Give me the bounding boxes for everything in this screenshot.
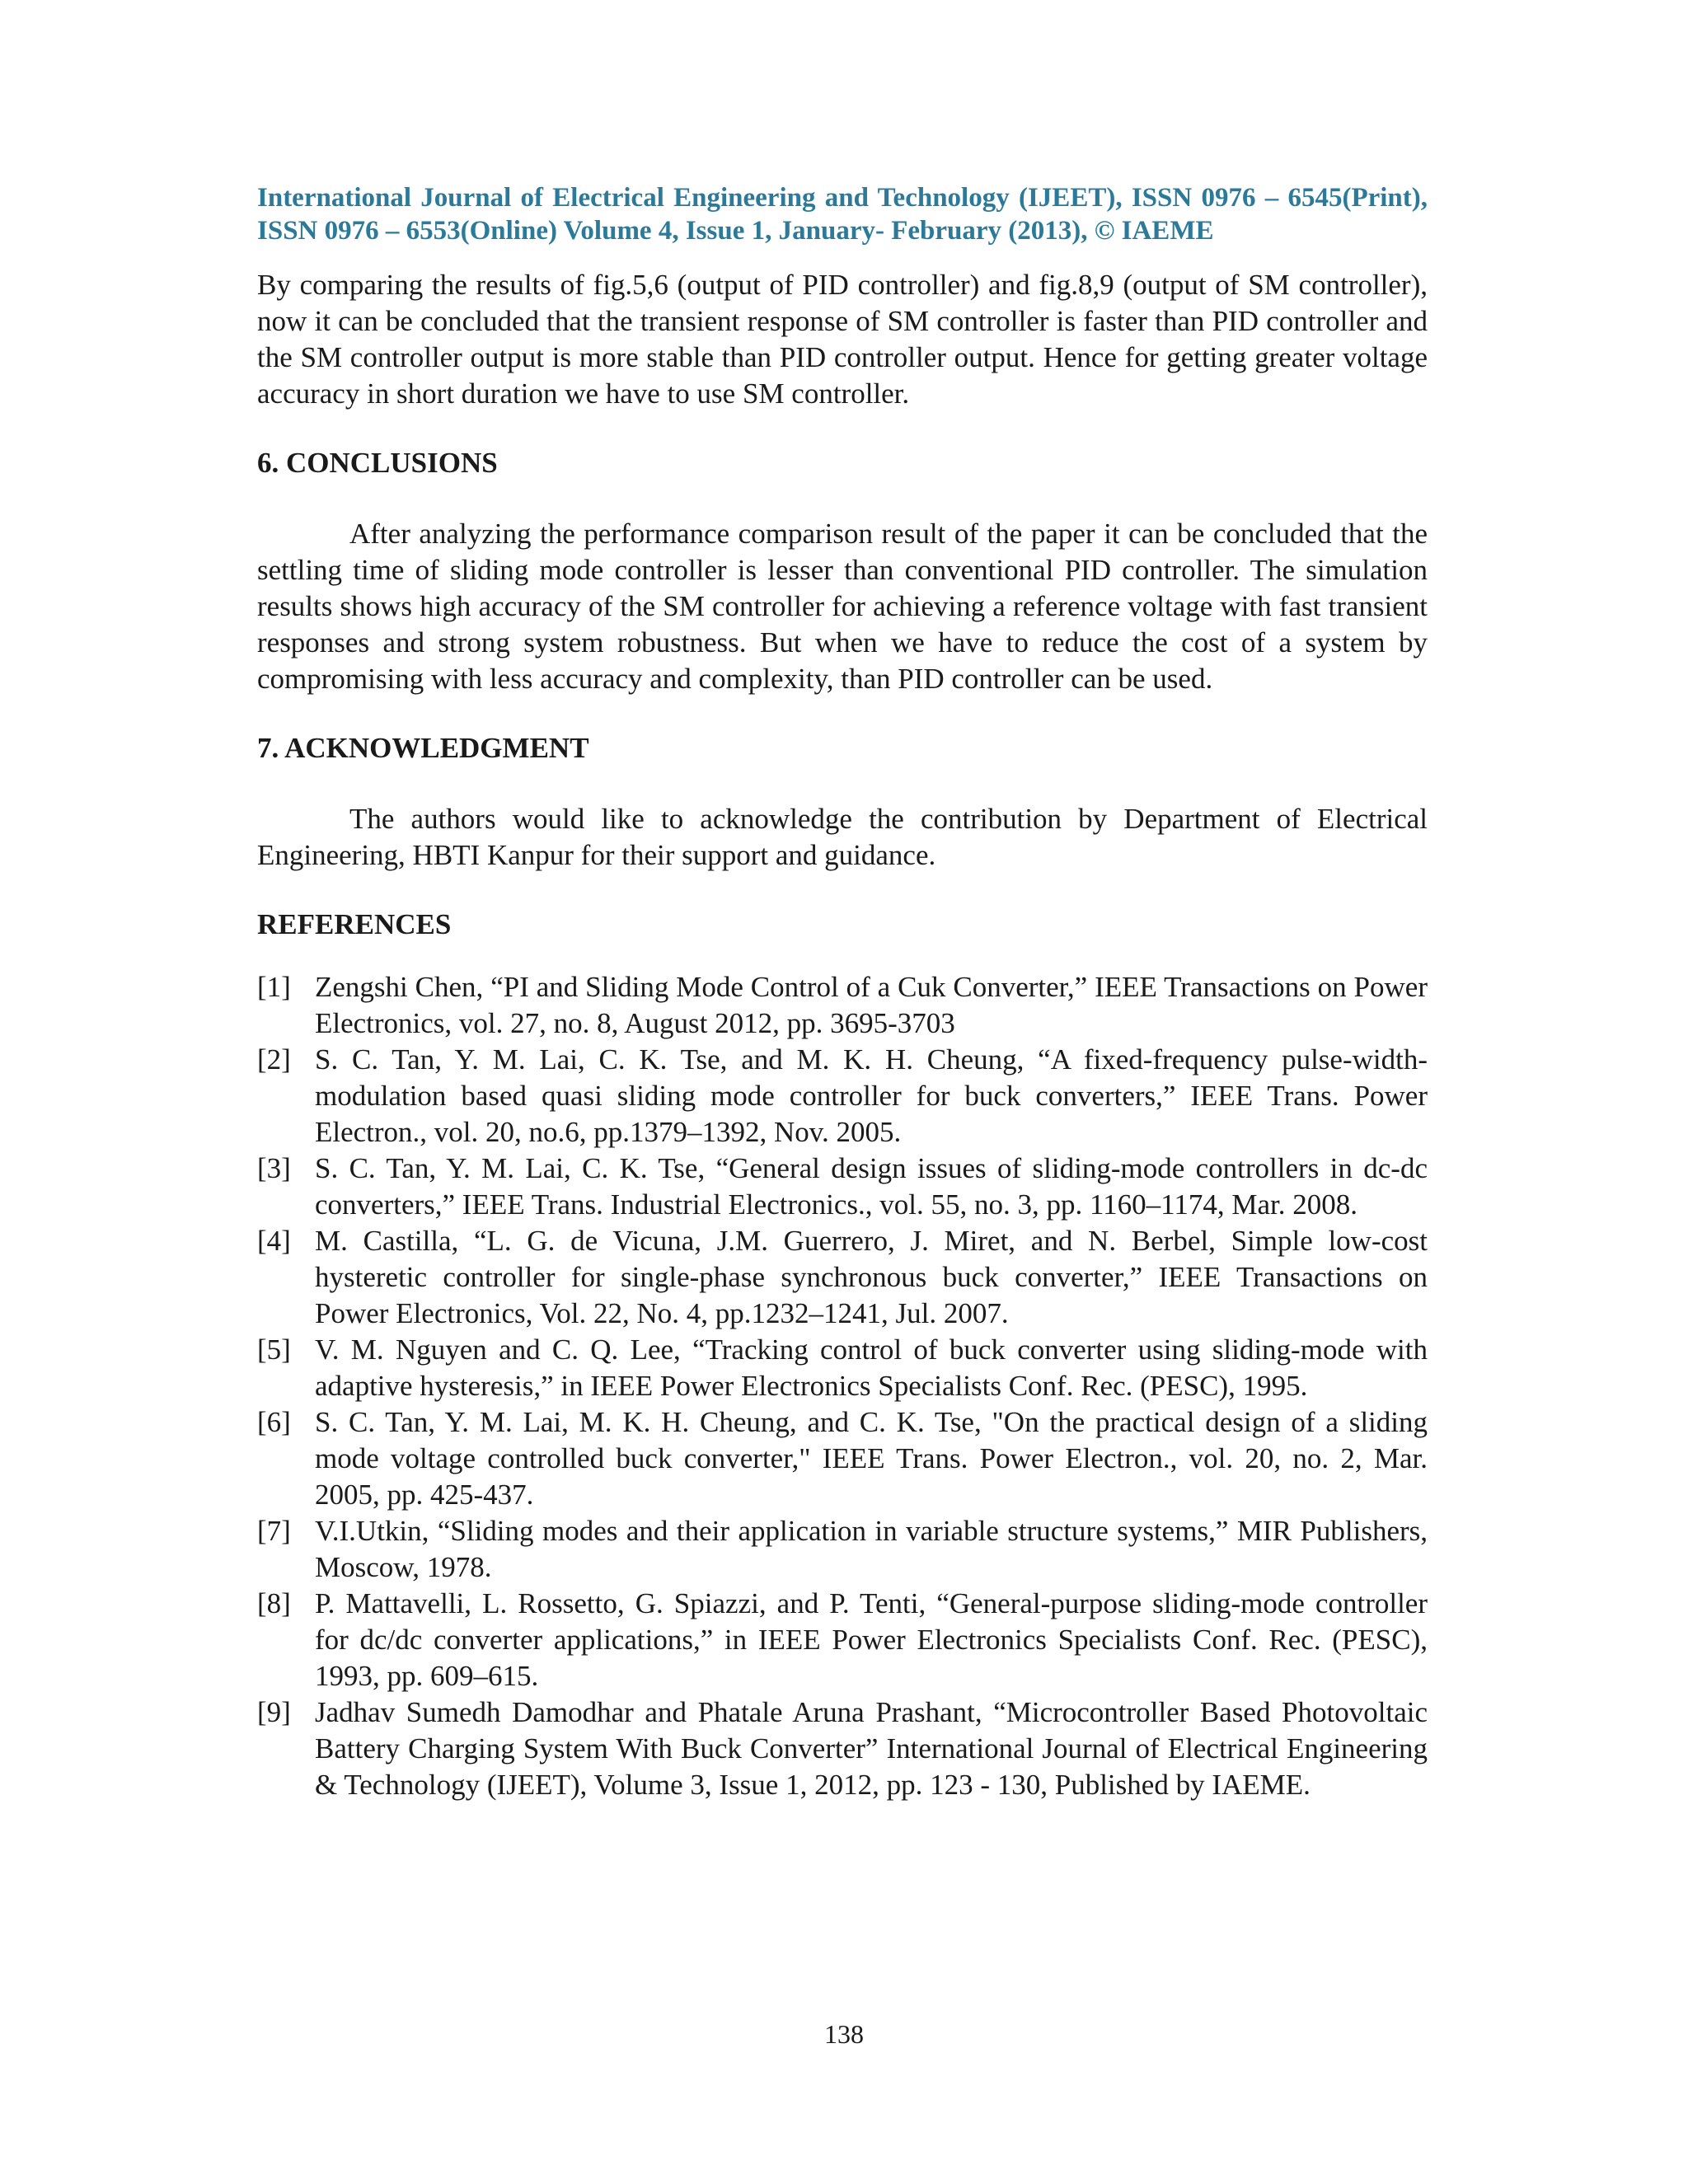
reference-number: [6] bbox=[257, 1406, 291, 1438]
reference-text: Zengshi Chen, “PI and Sliding Mode Control of a Cuk Converter,” IEEE Transactions on Power Electronics, vol. 27, no. 8, August 2012, pp. 3695-3703 bbox=[315, 971, 1428, 1039]
reference-text: V. M. Nguyen and C. Q. Lee, “Tracking control of buck converter using sliding-mode with adaptive hysteresis,” in IEEE Power Electronics Specialists Conf. Rec. (PESC), 1995. bbox=[315, 1333, 1428, 1402]
reference-text: S. C. Tan, Y. M. Lai, C. K. Tse, and M. K. H. Cheung, “A fixed-frequency pulse-width-modulation based quasi sliding mode controller for buck converters,” IEEE Trans. Power Electron., vol. 20, no.6, pp.1379–1392, Nov. 2005. bbox=[315, 1043, 1428, 1148]
reference-text: M. Castilla, “L. G. de Vicuna, J.M. Guerrero, J. Miret, and N. Berbel, Simple low-cost hysteretic controller for single-phase synchronous buck converter,” IEEE Transactions on Power Electronics, Vol. 22, No. 4, pp.1232–1241, Jul. 2007. bbox=[315, 1225, 1428, 1329]
reference-text: S. C. Tan, Y. M. Lai, M. K. H. Cheung, and C. K. Tse, "On the practical design of a sliding mode voltage controlled buck converter," IEEE Trans. Power Electron., vol. 20, no. 2, Mar. 2005, pp. 425-437. bbox=[315, 1406, 1428, 1511]
reference-item-1 bbox=[257, 969, 1428, 1042]
reference-number: [1] bbox=[257, 971, 291, 1003]
reference-list bbox=[257, 969, 1428, 1803]
reference-item-5 bbox=[257, 1332, 1428, 1404]
reference-item-4 bbox=[257, 1223, 1428, 1332]
acknowledgment-paragraph: The authors would like to acknowledge the contribution by Department of Electrical Engineering, HBTI Kanpur for their support and guidance. bbox=[257, 803, 1428, 871]
reference-text: S. C. Tan, Y. M. Lai, C. K. Tse, “General design issues of sliding-mode controllers in dc-dc converters,” IEEE Trans. Industrial Electronics., vol. 55, no. 3, pp. 1160–1174, Mar. 2008. bbox=[315, 1152, 1428, 1221]
conclusions-heading: 6. CONCLUSIONS bbox=[257, 447, 498, 479]
reference-item-3 bbox=[257, 1151, 1428, 1223]
reference-item-9 bbox=[257, 1694, 1428, 1803]
reference-text: V.I.Utkin, “Sliding modes and their application in variable structure systems,” MIR Publishers, Moscow, 1978. bbox=[315, 1515, 1428, 1583]
paper-page bbox=[257, 181, 1428, 1803]
conclusions-paragraph: After analyzing the performance comparison result of the paper it can be concluded that the settling time of sliding mode controller is lesser than conventional PID controller. The simulation results shows high accuracy of the SM controller for achieving a reference voltage with fast transient responses and strong system robustness. But when we have to reduce the cost of a system by compromising with less accuracy and complexity, than PID controller can be used. bbox=[257, 518, 1428, 695]
reference-number: [2] bbox=[257, 1043, 291, 1076]
reference-number: [4] bbox=[257, 1225, 291, 1257]
intro-paragraph: By comparing the results of fig.5,6 (output of PID controller) and fig.8,9 (output of SM controller), now it can be concluded that the transient response of SM controller is faster than PID controller and the SM controller output is more stable than PID controller output. Hence for getting greater voltage accuracy in short duration we have to use SM controller. bbox=[257, 269, 1428, 410]
acknowledgment-heading: 7. ACKNOWLEDGMENT bbox=[257, 732, 589, 764]
reference-item-7 bbox=[257, 1513, 1428, 1586]
reference-text: Jadhav Sumedh Damodhar and Phatale Aruna Prashant, “Microcontroller Based Photovoltaic Battery Charging System With Buck Converter” International Journal of Electrical Engineering & Technology (IJEET), Volume 3, Issue 1, 2012, pp. 123 - 130, Published by IAEME. bbox=[315, 1696, 1428, 1801]
reference-number: [3] bbox=[257, 1152, 291, 1184]
reference-item-2 bbox=[257, 1042, 1428, 1151]
references-heading: REFERENCES bbox=[257, 908, 452, 940]
journal-header: International Journal of Electrical Engineering and Technology (IJEET), ISSN 0976 – 6545(Print), ISSN 0976 – 6553(Online) Volume 4, Issue 1, January- February (2013), © IAEME bbox=[257, 183, 1428, 246]
reference-number: [9] bbox=[257, 1696, 291, 1728]
reference-number: [7] bbox=[257, 1515, 291, 1547]
reference-item-8 bbox=[257, 1586, 1428, 1694]
reference-text: P. Mattavelli, L. Rossetto, G. Spiazzi, and P. Tenti, “General-purpose sliding-mode controller for dc/dc converter applications,” in IEEE Power Electronics Specialists Conf. Rec. (PESC), 1993, pp. 609–615. bbox=[315, 1587, 1428, 1692]
page-number: 138 bbox=[824, 2019, 864, 2049]
reference-number: [8] bbox=[257, 1587, 291, 1619]
reference-item-6 bbox=[257, 1404, 1428, 1513]
reference-number: [5] bbox=[257, 1333, 291, 1366]
